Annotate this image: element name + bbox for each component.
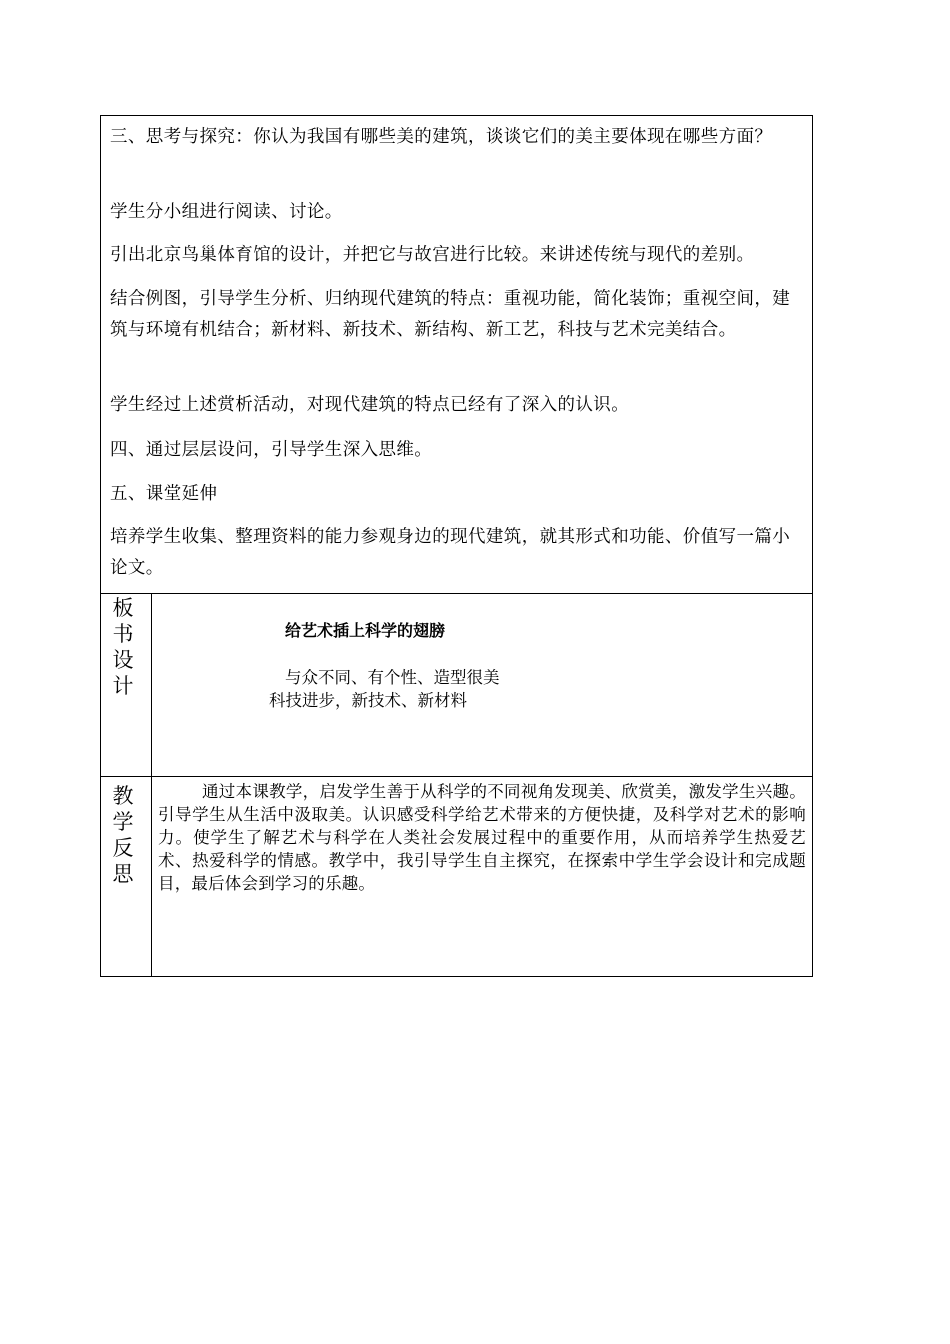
modern-architecture-features-text: 结合例图，引导学生分析、归纳现代建筑的特点：重视功能，简化装饰；重视空间，建筑与环境有机结合；新材料、新技术、新结构、新工艺，科技与艺术完美结合。 (110, 289, 791, 340)
board-design-label: 板书设计 (112, 596, 134, 698)
step-three-question: 三、思考与探究：你认为我国有哪些美的建筑，谈谈它们的美主要体现在哪些方面？ (110, 127, 773, 147)
board-design-row (101, 594, 812, 777)
reflection-label-cell (101, 777, 152, 976)
step-five-heading: 五、课堂延伸 (110, 484, 218, 504)
reflection-label: 教学反思 (112, 784, 134, 886)
lesson-plan-table (100, 115, 813, 977)
extension-assignment-text: 培养学生收集、整理资料的能力参观身边的现代建筑，就其形式和功能、价值写一篇小论文。 (110, 527, 791, 578)
board-line-1: 与众不同、有个性、造型很美 (285, 668, 500, 687)
board-design-label-cell (101, 594, 152, 776)
birds-nest-comparison-text: 引出北京鸟巢体育馆的设计，并把它与故宫进行比较。来讲述传统与现代的差别。 (110, 245, 755, 265)
board-line-2: 科技进步，新技术、新材料 (269, 691, 467, 710)
student-understanding-text: 学生经过上述赏析活动，对现代建筑的特点已经有了深入的认识。 (110, 395, 630, 415)
group-discussion-text: 学生分小组进行阅读、讨论。 (110, 202, 343, 222)
step-four-text: 四、通过层层设问，引导学生深入思维。 (110, 440, 433, 460)
reflection-text: 通过本课教学，启发学生善于从科学的不同视角发现美、欣赏美，激发学生兴趣。引导学生从生活中汲取美。认识感受科学给艺术带来的方便快捷，及科学对艺术的影响力。使学生了解艺术与科学在人类社会发展过程中的重要作用，从而培养学生热爱艺术、热爱科学的情感。教学中，我引导学生自主探究，在探索中学生学会设计和完成题目，最后体会到学习的乐趣。 (158, 782, 806, 893)
teaching-process-cell (101, 116, 812, 594)
teaching-reflection-row (101, 777, 812, 976)
board-title: 给艺术插上科学的翅膀 (285, 621, 446, 640)
